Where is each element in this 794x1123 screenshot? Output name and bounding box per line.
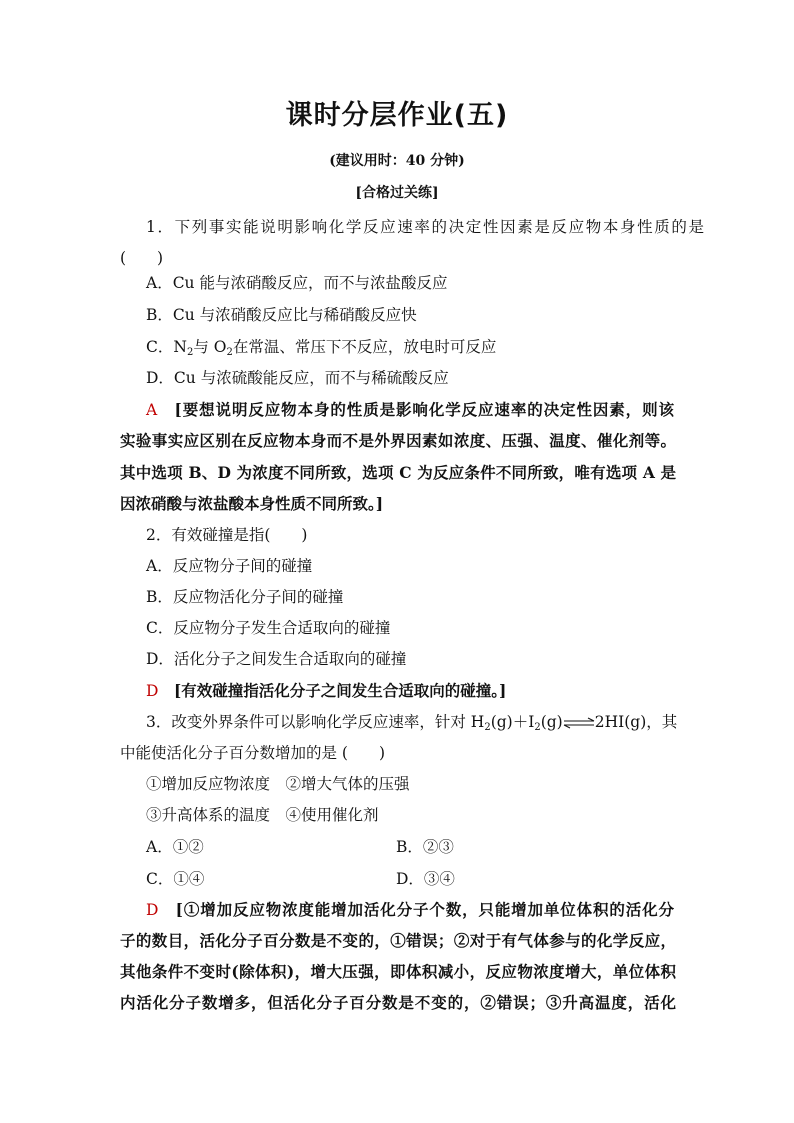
q1-stem-line2: ( ) xyxy=(120,249,164,267)
q1-explanation-line1 xyxy=(146,400,674,420)
q3-i-sub: 2 xyxy=(534,722,541,733)
q3-explanation-line2: 子的数目，活化分子百分数是不变的，①错误；②对于有气体参与的化学反应， xyxy=(120,931,676,950)
q3-exp-1: [①增加反应物浓度能增加活化分子个数，只能增加单位体积的活化分 xyxy=(175,900,674,919)
q3-option-a: A．①② xyxy=(146,838,204,856)
q2-exp: [有效碰撞指活化分子之间发生合适取向的碰撞。] xyxy=(173,681,507,700)
q3-h-sub: 2 xyxy=(484,722,491,733)
q2-stem: 2．有效碰撞是指( ) xyxy=(146,526,308,544)
q2-option-d: D．活化分子之间发生合适取向的碰撞 xyxy=(146,650,407,668)
q2-option-c: C．反应物分子发生合适取向的碰撞 xyxy=(146,619,391,637)
q1-explanation-line2: 实验事实应区别在反应物本身而不是外界因素如浓度、压强、温度、催化剂等。 xyxy=(120,431,676,450)
q1-option-c-sub2: 2 xyxy=(226,347,233,358)
q2-option-b: B．反应物活化分子间的碰撞 xyxy=(146,588,344,606)
q3-stem-g2: (g) xyxy=(540,713,563,731)
q1-option-c xyxy=(146,337,496,357)
q3-stem-post: 2HI(g)，其 xyxy=(594,713,678,731)
q1-exp-1: [要想说明反应物本身的性质是影响化学反应速率的决定性因素，则该 xyxy=(174,400,674,419)
q1-option-d: D．Cu 与浓硫酸能反应，而不与稀硫酸反应 xyxy=(146,369,449,387)
q1-explanation-line3: 其中选项 B、D 为浓度不同所致，选项 C 为反应条件不同所致，唯有选项 A 是 xyxy=(120,463,676,482)
q3-stem-line1 xyxy=(146,712,676,732)
q1-option-c-suffix: 在常温、常压下不反应，放电时可反应 xyxy=(232,338,497,356)
q3-option-c: C．①④ xyxy=(146,870,205,888)
q1-option-b: B．Cu 与浓硝酸反应比与稀硝酸反应快 xyxy=(146,306,417,324)
q1-option-c-prefix: C．N xyxy=(146,338,187,356)
q3-explanation-line1 xyxy=(146,900,674,920)
q1-option-c-mid: 与 O xyxy=(193,338,227,356)
q3-explanation-line4: 内活化分子数增多，但活化分子百分数是不变的，②错误；③升高温度，活化 xyxy=(120,993,676,1012)
page-title: 课时分层作业(五) xyxy=(285,100,509,131)
q3-answer: D xyxy=(146,901,159,919)
q2-option-a: A．反应物分子间的碰撞 xyxy=(146,557,313,575)
time-note: (建议用时：40 分钟) xyxy=(329,153,465,169)
q3-stem-pre: 3．改变外界条件可以影响化学反应速率，针对 H xyxy=(146,713,485,731)
q3-option-d: D．③④ xyxy=(396,870,455,888)
q2-answer: D xyxy=(146,682,159,700)
q1-stem-line1: 1．下列事实能说明影响化学反应速率的决定性因素是反应物本身性质的是 xyxy=(146,218,704,236)
q3-choices-line2: ③升高体系的温度 ④使用催化剂 xyxy=(146,806,379,824)
q3-choices-line1: ①增加反应物浓度 ②增大气体的压强 xyxy=(146,775,410,793)
q3-explanation-line3: 其他条件不变时(除体积)，增大压强，即体积减小，反应物浓度增大，单位体积 xyxy=(120,962,676,981)
q3-option-b: B．②③ xyxy=(396,838,454,856)
q1-explanation-line4: 因浓硝酸与浓盐酸本身性质不同所致。] xyxy=(120,494,384,513)
section-heading: [合格过关练] xyxy=(355,185,439,201)
q1-option-a: A．Cu 能与浓硝酸反应，而不与浓盐酸反应 xyxy=(146,274,448,292)
q3-stem-g1: (g)＋I xyxy=(490,713,535,731)
q1-answer: A xyxy=(146,401,158,419)
q3-stem-line2: 中能使活化分子百分数增加的是 ( ) xyxy=(120,744,386,762)
q1-option-c-sub1: 2 xyxy=(186,347,194,358)
equilibrium-arrow-icon xyxy=(563,717,595,729)
q2-explanation xyxy=(146,681,506,701)
